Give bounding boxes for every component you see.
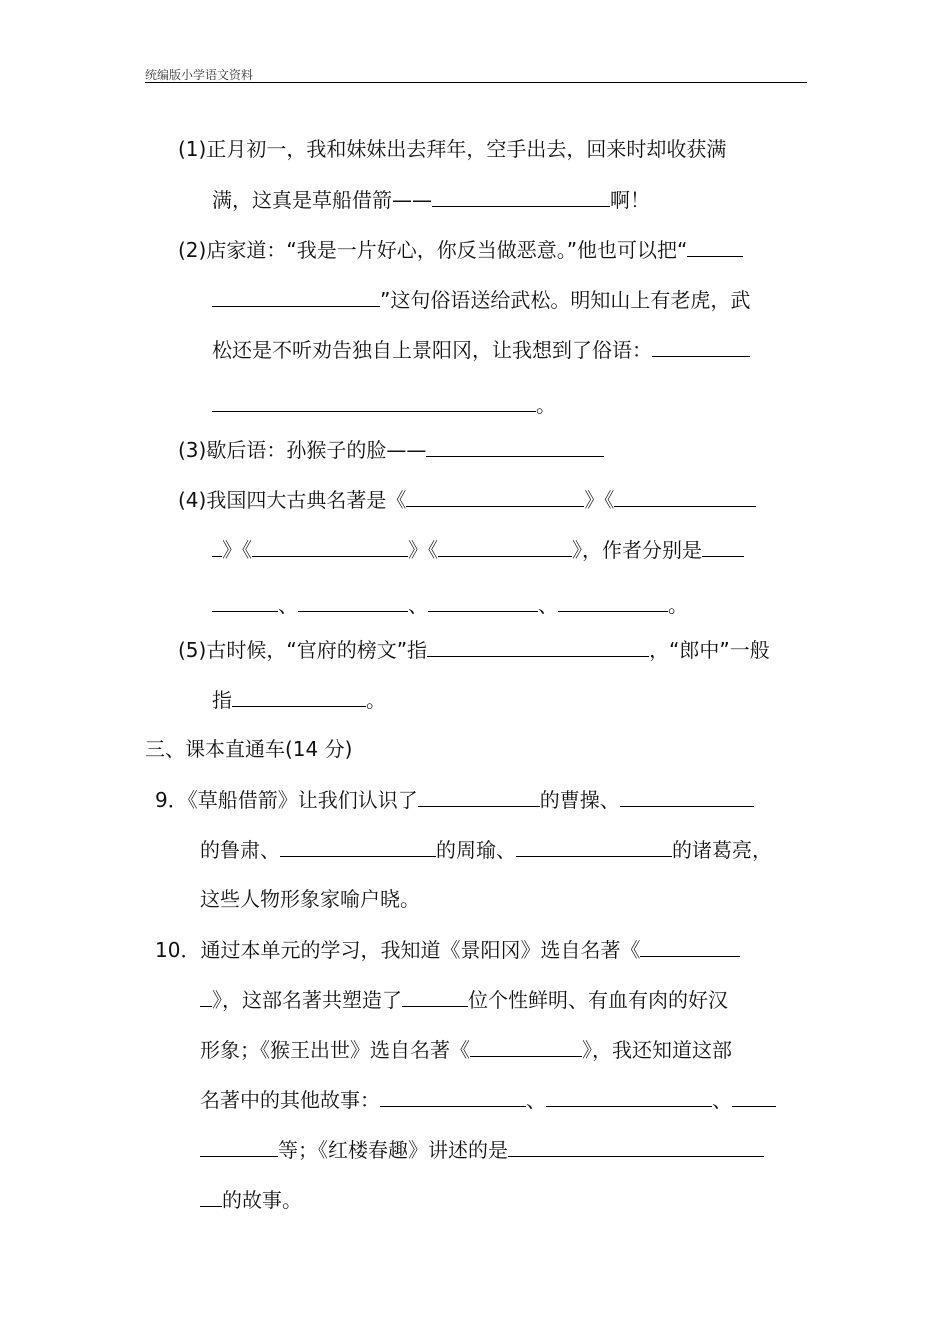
q5-blank-1[interactable] (427, 634, 649, 657)
q9-text-b1: 的鲁肃、 (200, 838, 280, 862)
q3-text-a: (3)歇后语：孙猴子的脸—— (178, 438, 427, 462)
q2-line-3 (212, 334, 750, 364)
q4-blank-author-2[interactable] (298, 589, 408, 612)
q2-blank-2-cont[interactable] (212, 389, 536, 412)
q10-blank-5[interactable] (546, 1084, 712, 1107)
q5-text-b1: 指 (212, 688, 232, 712)
q4-blank-book-3[interactable] (252, 534, 408, 557)
q10-text-b2: 位个性鲜明、有血有肉的好汉 (468, 988, 728, 1012)
q10-text-c1: 形象；《猴王出世》选自名著《 (200, 1038, 470, 1062)
q9-text-b3: 的诸葛亮， (672, 838, 772, 862)
q10-blank-6-cont[interactable] (200, 1134, 278, 1157)
q4-text-c1: 、 (278, 593, 298, 617)
q9-text-a2: 的曹操、 (539, 788, 620, 812)
q9-blank-3[interactable] (280, 834, 436, 857)
q2-blank-2[interactable] (652, 334, 750, 357)
q9-line-3 (200, 884, 420, 914)
q10-line-3 (200, 1034, 732, 1064)
q10-text-f1: 的故事。 (222, 1188, 302, 1212)
q5-text-a2: ，“郎中”一般 (649, 638, 770, 662)
q10-line-4 (200, 1084, 776, 1114)
q9-blank-4[interactable] (516, 834, 672, 857)
q10-line-6 (200, 1184, 302, 1214)
q2-blank-1-cont[interactable] (212, 284, 380, 307)
q2-line-1 (178, 234, 743, 264)
q2-line-4 (212, 389, 556, 419)
q4-text-a2: 》《 (584, 488, 615, 512)
q4-text-b3: 》，作者分别是 (572, 538, 702, 562)
q1-text-c: 啊！ (610, 188, 650, 212)
q4-text-b1: 》《 (222, 538, 252, 562)
q10-blank-4[interactable] (380, 1084, 526, 1107)
q4-blank-book-2-cont[interactable] (212, 534, 222, 557)
q4-text-b2: 》《 (408, 538, 438, 562)
q10-line-5 (200, 1134, 764, 1164)
q1-line-2 (212, 184, 650, 214)
q10-blank-3[interactable] (470, 1034, 582, 1057)
q2-text-b: ”这句俗语送给武松。明知山上有老虎，武 (380, 288, 751, 312)
q1-blank[interactable] (432, 184, 610, 207)
q5-text-a1: (5)古时候，“官府的榜文”指 (178, 638, 428, 662)
q4-text-a1: (4)我国四大古典名著是《 (178, 488, 407, 512)
q1-text-b: 满，这真是草船借箭—— (212, 188, 432, 212)
q4-blank-author-4[interactable] (558, 589, 668, 612)
q2-text-a: (2)店家道：“我是一片好心，你反当做恶意。”他也可以把“ (178, 238, 688, 262)
q10-text-e1: 等；《红楼春趣》讲述的是 (278, 1138, 508, 1162)
q5-text-b2: 。 (366, 688, 386, 712)
q2-line-2 (212, 284, 750, 314)
section-3-title: 三、课本直通车(14 分) (145, 737, 353, 761)
q5-line-2 (212, 684, 386, 714)
q10-text-d2: 、 (526, 1088, 546, 1112)
q4-blank-book-1[interactable] (406, 484, 584, 507)
q4-text-c2: 、 (408, 593, 428, 617)
q4-blank-author-1[interactable] (702, 534, 744, 557)
q4-blank-author-3[interactable] (428, 589, 538, 612)
q3-line-1 (178, 434, 604, 464)
q4-blank-author-1-cont[interactable] (212, 589, 278, 612)
q5-line-1 (178, 634, 770, 664)
q4-line-3 (212, 589, 688, 619)
q10-blank-7[interactable] (508, 1134, 764, 1157)
q10-text-a: 10．通过本单元的学习，我知道《景阳冈》选自名著《 (155, 938, 641, 962)
q10-text-d3: 、 (712, 1088, 732, 1112)
q2-text-c: 松还是不听劝告独自上景阳冈，让我想到了俗语： (212, 338, 652, 362)
q10-text-c2: 》，我还知道这部 (582, 1038, 732, 1062)
q10-blank-1-cont[interactable] (200, 984, 212, 1007)
q4-text-c3: 、 (538, 593, 558, 617)
q2-text-d: 。 (536, 393, 556, 417)
q10-blank-6[interactable] (732, 1084, 776, 1107)
header-rule (145, 82, 807, 83)
q9-text-b2: 的周瑜、 (436, 838, 516, 862)
q10-blank-7-cont[interactable] (200, 1184, 222, 1207)
page-header: 统编版小学语文资料 (145, 68, 254, 82)
q9-text-a1: 9．《草船借箭》让我们认识了 (155, 788, 418, 812)
q4-blank-book-2[interactable] (614, 484, 756, 507)
q5-blank-2[interactable] (232, 684, 366, 707)
q2-blank-1[interactable] (687, 234, 743, 257)
q1-text-a: (1)正月初一，我和妹妹出去拜年，空手出去，回来时却收获满 (178, 137, 727, 161)
q10-text-b1: 》，这部名著共塑造了 (212, 988, 402, 1012)
q10-text-d1: 名著中的其他故事： (200, 1088, 380, 1112)
q9-line-2 (200, 834, 772, 864)
q10-line-1 (155, 934, 740, 964)
q4-line-1 (178, 484, 756, 514)
q9-text-c: 这些人物形象家喻户晓。 (200, 887, 420, 911)
q10-blank-1[interactable] (640, 934, 740, 957)
q10-blank-2[interactable] (402, 984, 468, 1007)
q4-blank-book-4[interactable] (438, 534, 572, 557)
q1-line-1 (178, 134, 726, 164)
q4-text-c4: 。 (668, 593, 688, 617)
q10-line-2 (200, 984, 728, 1014)
q4-line-2 (212, 534, 744, 564)
q9-blank-2[interactable] (620, 784, 754, 807)
q9-line-1 (155, 784, 754, 814)
q3-blank[interactable] (426, 434, 604, 457)
q9-blank-1[interactable] (418, 784, 540, 807)
